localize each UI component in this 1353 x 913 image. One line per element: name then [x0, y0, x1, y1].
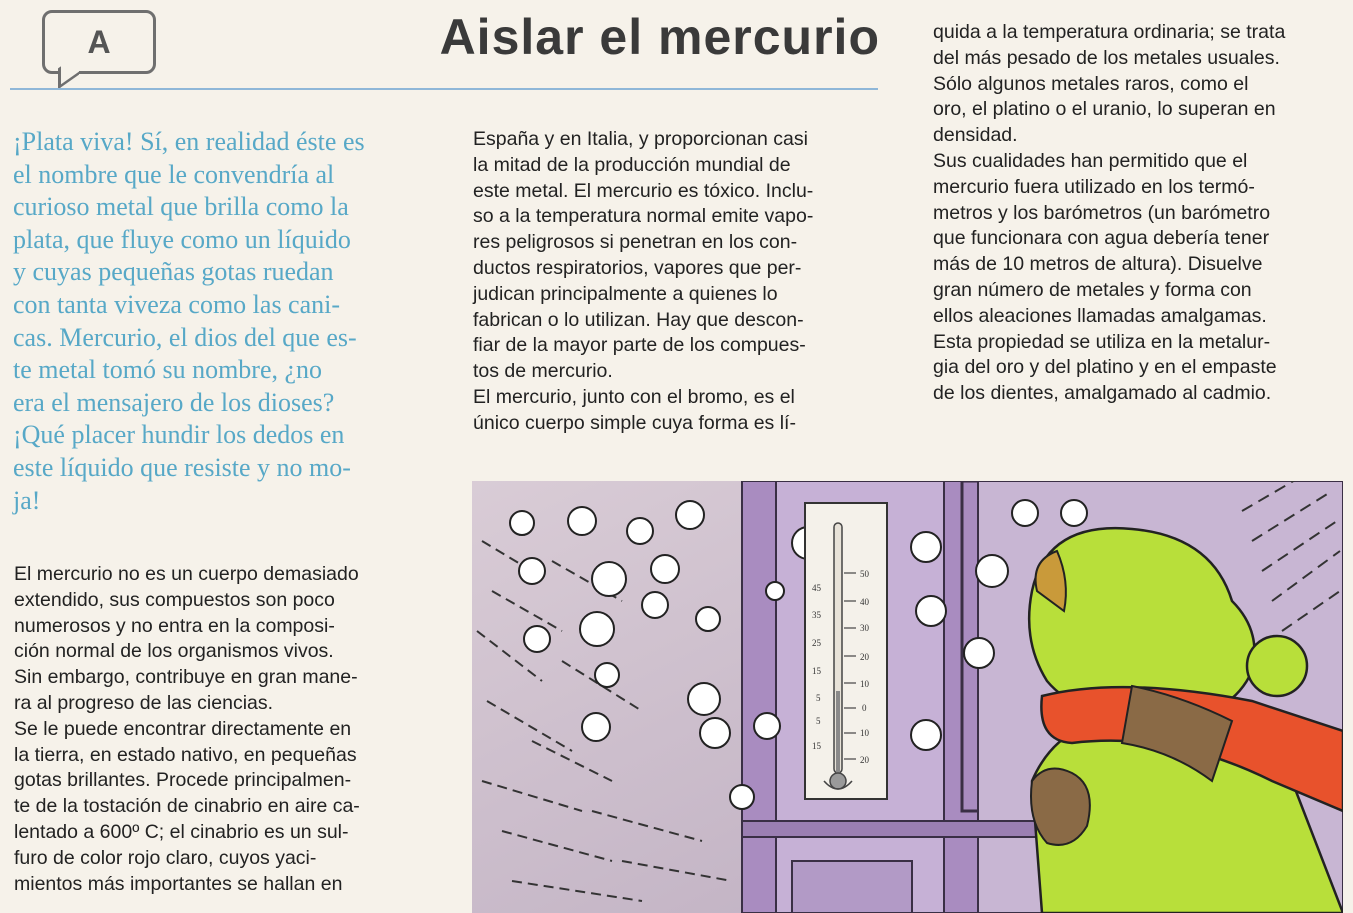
scale-left-minus-15: 15: [812, 741, 821, 751]
lead-line: el nombre que le convendría al: [13, 159, 335, 189]
text-line: que funcionara con agua debería tener: [933, 227, 1270, 250]
text-line: ra al progreso de las ciencias.: [14, 691, 274, 714]
scale-right-0: 0: [862, 703, 867, 713]
text-line: España y en Italia, y proporcionan casi: [473, 128, 808, 150]
text-line: mientos más importantes se hallan en: [14, 872, 343, 895]
scale-left-45: 45: [812, 583, 821, 593]
text-line: ción normal de los organismos vivos.: [14, 640, 334, 663]
mitten: [1031, 769, 1090, 845]
body-column-3: [933, 20, 1343, 407]
text-line: te de la tostación de cinabrio en aire ca-: [14, 795, 360, 818]
text-line: fabrican o lo utilizan. Hay que descon-: [473, 308, 804, 331]
text-line: quida a la temperatura ordinaria; se trata: [933, 21, 1286, 43]
scale-right-10: 10: [860, 679, 869, 689]
text-line: mercurio fuera utilizado en los termó-: [933, 175, 1255, 198]
lead-line: era el mensajero de los dioses?: [13, 387, 335, 417]
lead-line: cas. Mercurio, el dios del que es-: [13, 322, 357, 352]
scale-left-35: 35: [812, 610, 821, 620]
lead-line: ¡Plata viva! Sí, en realidad éste es: [13, 127, 365, 156]
text-line: gia del oro y del platino y en el empaste: [933, 356, 1277, 379]
scale-left-minus-5: 5: [816, 716, 821, 726]
text-line: del más pesado de los metales usuales.: [933, 46, 1280, 69]
scale-right-20: 20: [860, 652, 869, 662]
text-line: judican principalmente a quienes lo: [473, 282, 778, 305]
lead-line: plata, que fluye como un líquido: [13, 224, 351, 254]
scale-right-30: 30: [860, 623, 869, 633]
text-line: oro, el platino o el uranio, lo superan en: [933, 98, 1276, 121]
text-line: ellos aleaciones llamadas amalgamas.: [933, 304, 1267, 327]
text-line: Se le puede encontrar directamente en: [14, 717, 352, 740]
text-line: res peligrosos si penetran en los con-: [473, 231, 798, 254]
thermometer-bulb: [830, 773, 846, 789]
text-line: ductos respiratorios, vapores que per-: [473, 256, 802, 279]
lower-panel: [792, 861, 912, 913]
text-line: El mercurio no es un cuerpo demasiado: [14, 563, 359, 585]
text-line: Sin embargo, contribuye en gran mane-: [14, 666, 358, 689]
text-line: Esta propiedad se utiliza en la metalur-: [933, 330, 1271, 353]
window-frame-left: [742, 481, 776, 913]
lead-line: curioso metal que brilla como la: [13, 192, 349, 222]
scale-right-minus-20: 20: [860, 755, 869, 765]
section-label: A: [87, 23, 111, 60]
text-line: de los dientes, amalgamado al cadmio.: [933, 382, 1272, 405]
text-line: extendido, sus compuestos son poco: [14, 588, 335, 611]
page-title: Aislar el mercurio: [439, 9, 880, 65]
scale-left-25: 25: [812, 638, 821, 648]
lead-line: y cuyas pequeñas gotas ruedan: [13, 257, 334, 287]
thermometer: [805, 503, 887, 799]
text-line: Sólo algunos metales raros, como el: [933, 72, 1249, 95]
scale-left-5: 5: [816, 693, 821, 703]
text-line: densidad.: [933, 124, 1018, 147]
hood-pompom: [1247, 636, 1307, 696]
scale-right-50: 50: [860, 569, 869, 579]
text-line: so a la temperatura normal emite vapo-: [473, 205, 814, 228]
text-line: la mitad de la producción mundial de: [473, 153, 791, 176]
lead-line: con tanta viveza como las cani-: [13, 289, 341, 319]
window-sill: [742, 821, 1072, 837]
text-line: gotas brillantes. Procede principalmen-: [14, 769, 352, 792]
text-line: numerosos y no entra en la composi-: [14, 614, 335, 637]
body-column-1: [14, 562, 424, 897]
text-line: gran número de metales y forma con: [933, 278, 1252, 301]
text-line: furo de color rojo claro, cuyos yaci-: [14, 846, 317, 869]
text-line: metros y los barómetros (un barómetro: [933, 201, 1271, 224]
text-line: más de 10 metros de altura). Disuelve: [933, 253, 1263, 276]
winter-window-illustration: [472, 481, 1343, 913]
section-badge: [42, 10, 156, 74]
text-line: fiar de la mayor parte de los compues-: [473, 334, 806, 357]
text-line: lentado a 600º C; el cinabrio es un sul-: [14, 820, 349, 843]
scale-right-minus-10: 10: [860, 728, 869, 738]
thermometer-board: [805, 503, 887, 799]
lead-line: ja!: [13, 485, 41, 515]
text-line: este metal. El mercurio es tóxico. Inclu-: [473, 179, 814, 202]
header-rule: [10, 88, 878, 90]
text-line: Sus cualidades han permitido que el: [933, 149, 1248, 172]
lead-line: te metal tomó su nombre, ¿no: [13, 355, 323, 385]
scale-left-15: 15: [812, 666, 821, 676]
text-line: tos de mercurio.: [473, 360, 613, 383]
mercury-column: [836, 691, 840, 781]
text-line: único cuerpo simple cuya forma es lí-: [473, 411, 796, 434]
body-column-2: [473, 127, 883, 437]
lead-paragraph: [13, 126, 421, 517]
text-line: El mercurio, junto con el bromo, es el: [473, 385, 795, 408]
lead-line: ¡Qué placer hundir los dedos en: [13, 420, 345, 450]
text-line: la tierra, en estado nativo, en pequeñas: [14, 743, 357, 766]
scale-right-40: 40: [860, 597, 869, 607]
lead-line: este líquido que resiste y no mo-: [13, 452, 351, 482]
